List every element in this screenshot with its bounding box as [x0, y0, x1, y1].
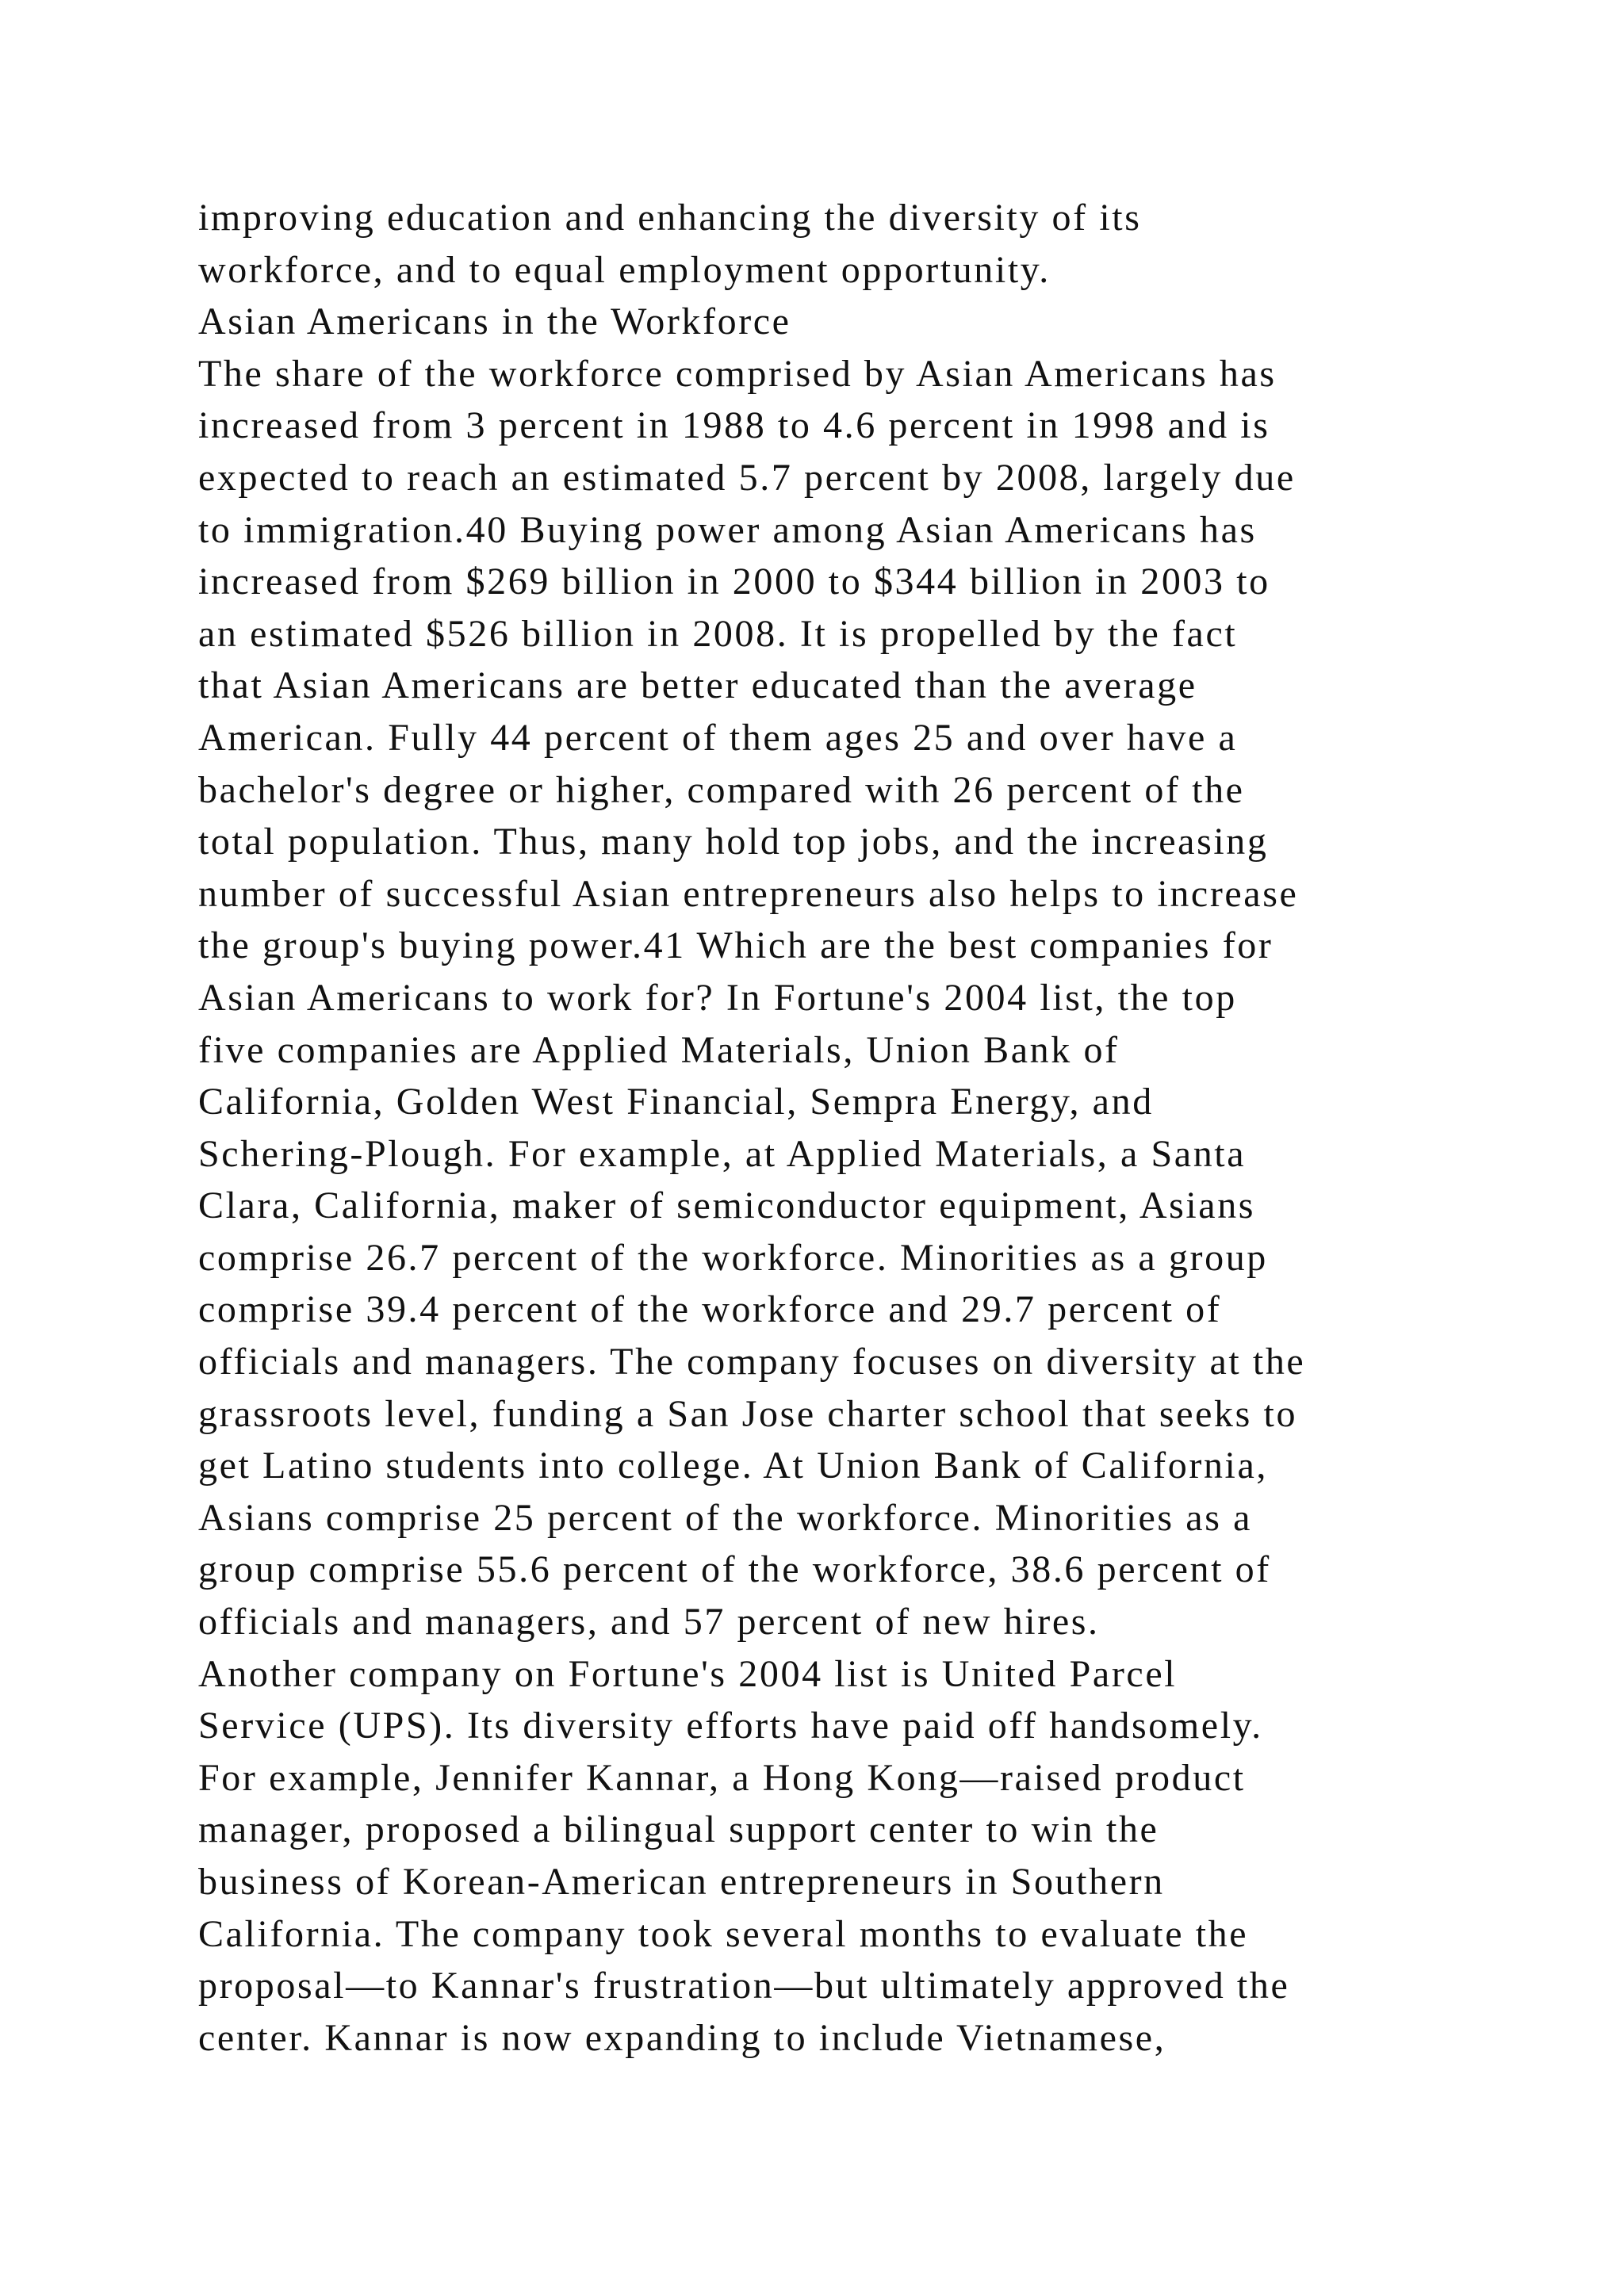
text-line: comprise 26.7 percent of the workforce. Minorities as a group — [198, 1236, 1268, 1279]
body-text — [198, 192, 1483, 2064]
text-line: California. The company took several months to evaluate the — [198, 1912, 1249, 1955]
text-line: five companies are Applied Materials, Union Bank of — [198, 1028, 1120, 1071]
text-line: get Latino students into college. At Union Bank of California, — [198, 1445, 1268, 1487]
text-line: comprise 39.4 percent of the workforce and 29.7 percent of — [198, 1288, 1222, 1331]
text-line: expected to reach an estimated 5.7 percent by 2008, largely due — [198, 456, 1296, 499]
text-line: Asians comprise 25 percent of the workforce. Minorities as a — [198, 1496, 1252, 1539]
text-line: total population. Thus, many hold top jobs, and the increasing — [198, 821, 1269, 863]
text-line: officials and managers. The company focuses on diversity at the — [198, 1341, 1306, 1383]
text-line: the group's buying power.41 Which are the best companies for — [198, 924, 1274, 967]
text-line: California, Golden West Financial, Sempra Energy, and — [198, 1081, 1154, 1123]
text-line: manager, proposed a bilingual support center to win the — [198, 1808, 1159, 1851]
text-line: For example, Jennifer Kannar, a Hong Kong—raised product — [198, 1756, 1246, 1799]
section-heading: Asian Americans in the Workforce — [198, 300, 791, 343]
text-line: number of successful Asian entrepreneurs also helps to increase — [198, 872, 1299, 915]
text-line: increased from $269 billion in 2000 to $344 billion in 2003 to — [198, 561, 1270, 603]
text-line: Another company on Fortune's 2004 list is United Parcel — [198, 1652, 1178, 1695]
text-line: grassroots level, funding a San Jose charter school that seeks to — [198, 1392, 1298, 1435]
text-line: group comprise 55.6 percent of the workforce, 38.6 percent of — [198, 1548, 1271, 1591]
text-line: Asian Americans to work for? In Fortune's 2004 list, the top — [198, 976, 1237, 1019]
text-line: business of Korean-American entrepreneurs in Southern — [198, 1861, 1165, 1903]
text-line: workforce, and to equal employment opportunity. — [198, 248, 1051, 291]
text-line: The share of the workforce comprised by Asian Americans has — [198, 352, 1277, 395]
text-line: Schering-Plough. For example, at Applied Materials, a Santa — [198, 1132, 1247, 1175]
text-line: Clara, California, maker of semiconductor equipment, Asians — [198, 1184, 1256, 1227]
text-line: an estimated $526 billion in 2008. It is propelled by the fact — [198, 612, 1238, 655]
text-line: that Asian Americans are better educated than the average — [198, 664, 1197, 707]
text-line: increased from 3 percent in 1988 to 4.6 percent in 1998 and is — [198, 404, 1270, 447]
text-line: center. Kannar is now expanding to include Vietnamese, — [198, 2016, 1166, 2059]
text-line: Service (UPS). Its diversity efforts have paid off handsomely. — [198, 1705, 1263, 1747]
text-line: improving education and enhancing the diversity of its — [198, 197, 1142, 239]
text-line: to immigration.40 Buying power among Asian Americans has — [198, 508, 1257, 551]
text-line: American. Fully 44 percent of them ages 25 and over have a — [198, 716, 1238, 759]
text-line: proposal—to Kannar's frustration—but ultimately approved the — [198, 1965, 1290, 2007]
text-line: bachelor's degree or higher, compared with 26 percent of the — [198, 768, 1245, 811]
text-line: officials and managers, and 57 percent of new hires. — [198, 1601, 1100, 1644]
